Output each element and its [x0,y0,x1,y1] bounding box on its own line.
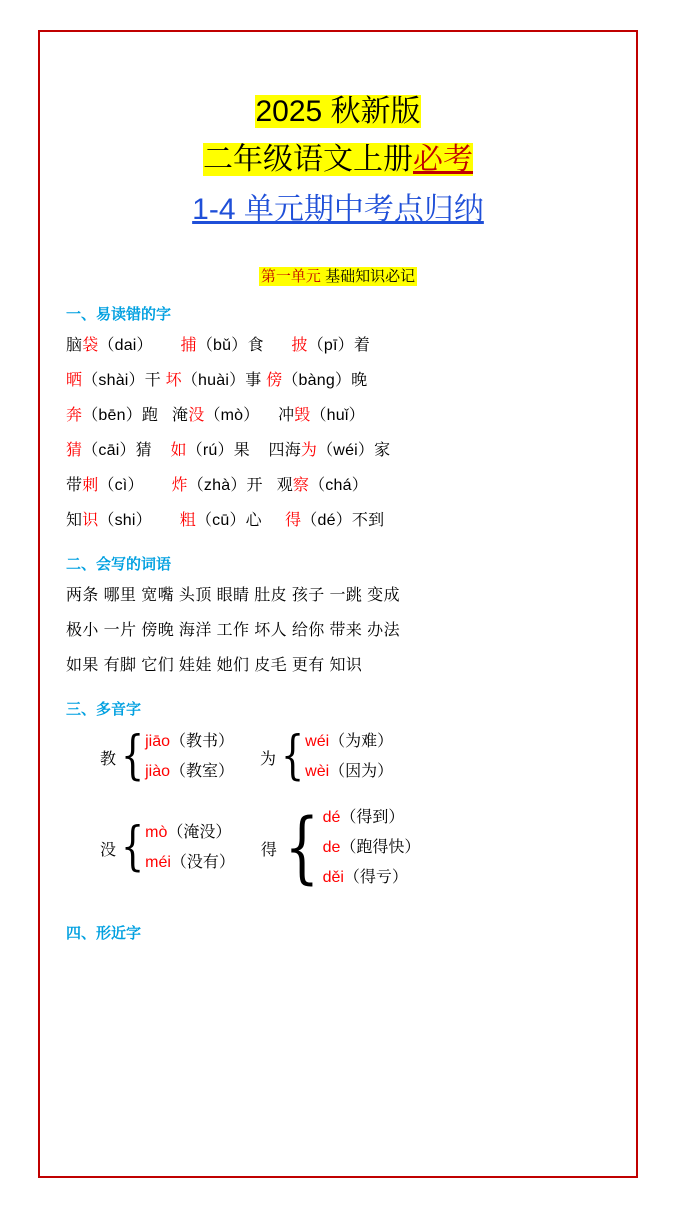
brace-icon: { [281,726,305,787]
title-line-2-main: 二年级语文上册 [203,143,413,176]
polyphone-group-jiao [100,727,234,787]
document-page [38,30,638,1178]
section-title-2: 二、会写的词语 [66,556,172,573]
char-suffix: 着 [353,337,371,354]
char-prefix: 带 [66,477,83,494]
char-pinyin: （rú） [186,442,234,459]
char-pinyin: （bàng） [282,372,352,389]
polyphone-items [305,727,393,787]
char-pinyin: （huǐ） [310,407,365,424]
polyphone-item [323,803,421,833]
polyphone-pinyin: wèi [305,763,330,780]
hard-char-row [66,363,610,398]
char-pinyin: （dai） [98,337,153,354]
char-pinyin: （cì） [98,477,144,494]
polyphone-pinyin: de [322,839,341,856]
title-line-2 [66,136,610,184]
char-target: 晒 [66,372,83,389]
hard-char-row [66,328,610,363]
char-suffix: 晚 [351,372,368,389]
polyphone-group-mei [100,818,235,878]
word-row: 极小 一片 傍晚 海洋 工作 坏人 给你 带来 办法 [66,622,400,639]
polyphone-char: 没 [100,841,117,859]
char-target: 猜 [66,442,83,459]
word-row: 如果 有脚 它们 娃娃 她们 皮毛 更有 知识 [66,657,363,674]
polyphone-item [145,818,235,848]
char-target: 炸 [171,477,188,494]
polyphone-word: （得到） [340,809,405,826]
unit-heading [66,266,610,288]
char-pinyin: （bēn） [82,407,142,424]
polyphone-pinyin: jiāo [145,733,171,750]
brace-icon: { [120,817,145,878]
unit-heading-prefix: 第一单元 [260,268,321,285]
char-target: 袋 [82,337,99,354]
section-title-1: 一、易读错的字 [66,306,172,323]
brace-icon: { [284,802,320,893]
polyphone-item [305,727,393,757]
polyphone-pinyin: méi [145,854,171,871]
section-title-4: 四、形近字 [66,925,142,942]
char-suffix: 干 [144,372,161,389]
polyphone-word: （淹没） [167,824,232,841]
char-target: 察 [292,477,310,494]
char-suffix: 果 [233,442,250,459]
title-line-1 [66,88,610,136]
char-suffix: 猜 [135,442,152,459]
polyphone-char: 得 [260,841,277,859]
char-prefix: 脑 [66,337,83,354]
document-body [40,32,636,945]
polyphone-pinyin: jiào [145,763,171,780]
polyphone-items [145,818,235,878]
char-pinyin: （chá） [309,477,368,494]
char-suffix: 食 [247,337,264,354]
section-title-3: 三、多音字 [66,701,142,718]
polyphone-group-de [261,803,420,893]
polyphone-group-wei [260,727,393,787]
document-title-block [66,32,610,236]
polyphone-pinyin: dé [322,809,341,826]
polyphone-char: 为 [260,750,277,768]
char-suffix: 跑 [141,407,159,424]
char-prefix: 冲 [278,407,295,424]
title-line-3 [66,184,610,236]
char-prefix: 四海 [268,442,301,459]
char-pinyin: （wéi） [317,442,375,459]
polyphone-pinyin: mò [145,824,168,841]
char-suffix: 事 [245,372,262,389]
char-pinyin: （shi） [98,512,152,529]
char-suffix: 家 [374,442,391,459]
polyphone-items [145,727,234,787]
char-target: 披 [291,337,308,354]
char-target: 为 [300,442,318,459]
polyphone-block [66,727,610,893]
polyphone-pinyin: děi [322,869,344,886]
polyphone-word: （教书） [170,733,235,750]
polyphone-word: （得亏） [343,869,408,886]
char-target: 捕 [180,337,197,354]
title-line-2-emphasis: 必考 [413,143,473,176]
polyphone-item [145,727,234,757]
polyphone-row [66,727,610,787]
char-target: 没 [188,407,205,424]
char-suffix: 心 [245,512,262,529]
unit-heading-suffix: 基础知识必记 [325,268,416,285]
char-target: 粗 [179,512,196,529]
char-suffix: 不到 [351,512,385,529]
char-pinyin: （huài） [181,372,246,389]
polyphone-item [145,757,234,787]
char-target: 刺 [82,477,99,494]
char-prefix: 知 [66,512,83,529]
polyphone-word: （跑得快） [340,839,421,856]
title-line-3-text: 1-4 单元期中考点归纳 [192,193,484,226]
polyphone-row [66,803,610,893]
char-target: 毁 [294,407,311,424]
char-target: 如 [170,442,187,459]
char-target: 奔 [66,407,83,424]
char-pinyin: （pī） [307,337,354,354]
char-prefix: 观 [276,477,293,494]
char-target: 识 [82,512,99,529]
char-suffix: 开 [246,477,263,494]
char-prefix: 淹 [172,407,189,424]
hard-char-row [66,433,610,468]
hard-char-row [66,503,610,538]
polyphone-word: （教室） [170,763,235,780]
polyphone-word: （因为） [329,763,394,780]
polyphone-pinyin: wéi [305,733,330,750]
char-target: 傍 [266,372,283,389]
char-target: 得 [285,512,302,529]
polyphone-item [323,833,421,863]
polyphone-item [145,848,235,878]
word-row: 两条 哪里 宽嘴 头顶 眼睛 肚皮 孩子 一跳 变成 [66,587,400,604]
char-pinyin: （shài） [82,372,145,389]
char-pinyin: （zhà） [187,477,247,494]
polyphone-item [323,863,421,893]
polyphone-word: （为难） [329,733,394,750]
polyphone-items [323,803,421,893]
char-target: 坏 [165,372,182,389]
polyphone-char: 教 [100,750,117,768]
char-pinyin: （dé） [301,512,352,529]
char-pinyin: （cāi） [82,442,136,459]
char-pinyin: （bǔ） [196,337,248,354]
hard-char-row [66,468,610,503]
polyphone-item [305,757,393,787]
hard-char-row [66,398,610,433]
polyphone-word: （没有） [170,854,235,871]
title-line-1-text: 2025 秋新版 [255,95,421,128]
char-pinyin: （mò） [204,407,260,424]
brace-icon: { [120,726,145,787]
char-pinyin: （cū） [195,512,246,529]
